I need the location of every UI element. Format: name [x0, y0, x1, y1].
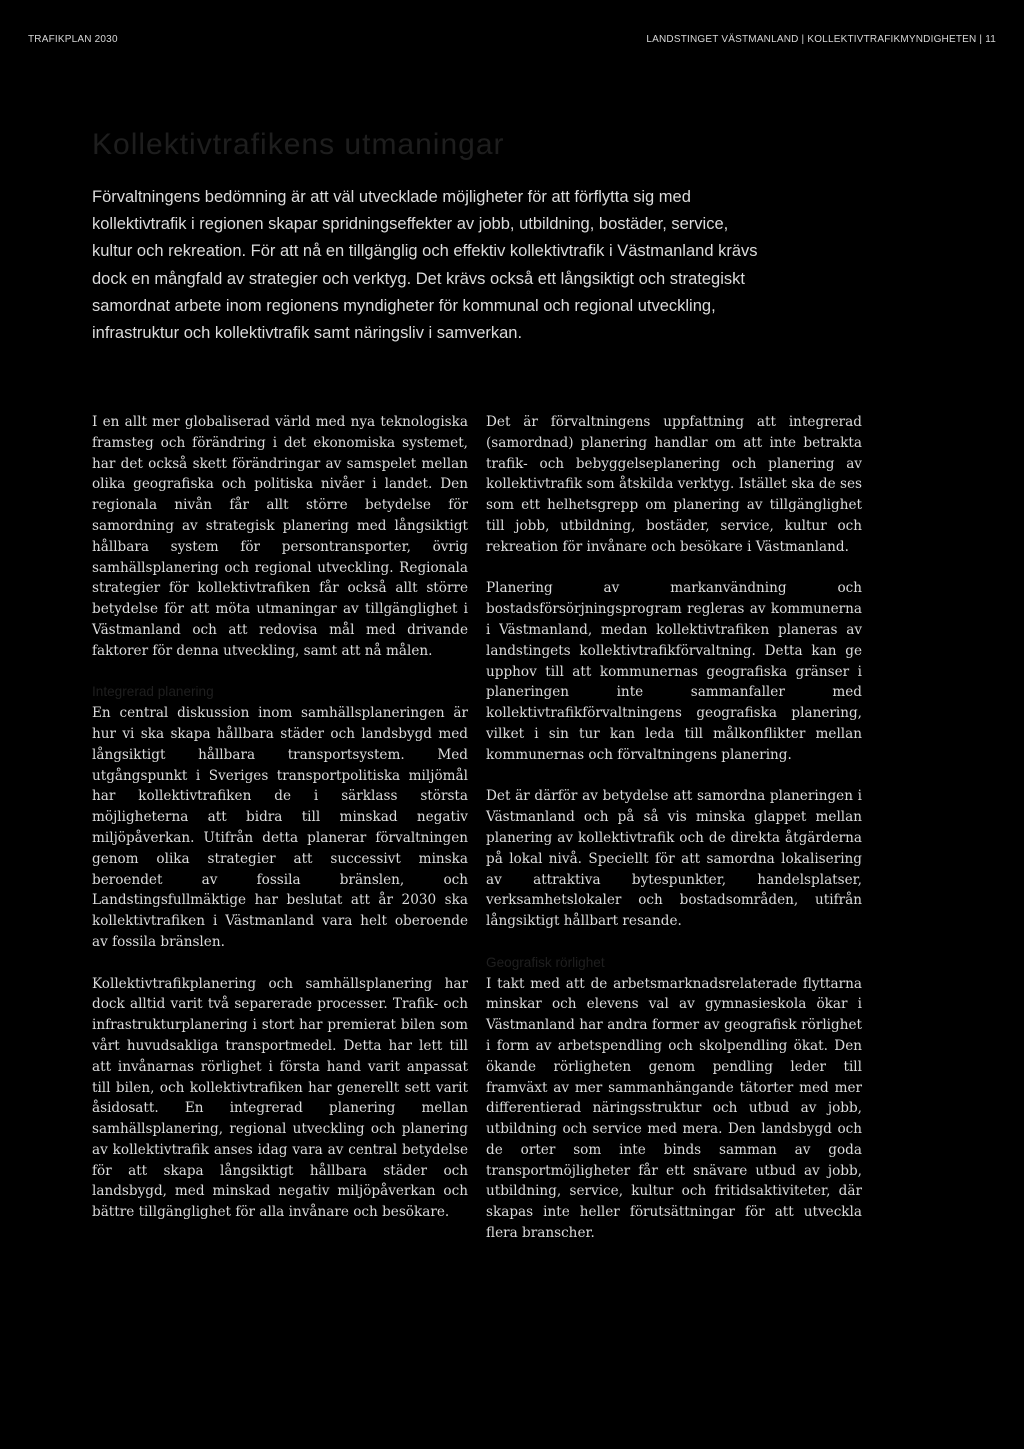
subheading-geographic-mobility: Geografisk rörlighet [486, 954, 605, 970]
left-paragraph-1: I en allt mer globaliserad värld med nya teknologiska framsteg och förändring i det ekonomiska systemet, har det också skett förändringar av samspelet mellan olika geografiska och politiska nivåer i landet. Den regionala nivån får allt större betydelse för samordning av strategisk planering med långsiktigt hållbara system för persontransporter, övrig samhällsplanering och regional utveckling. Regionala strategier för kollektivtrafiken får också allt större betydelse för att möta utmaningar av tillgänglighet i Västmanland och att redovisa mål med drivande faktorer för denna utveckling, samt att nå målen. [92, 414, 468, 659]
right-paragraph-4: I takt med att de arbetsmarknadsrelaterade flyttarna minskar och elevens val av gymnasieskola ökar i Västmanland har andra former av geografisk rörlighet i form av arbetspendling och skolpendling ökat. Den ökande rörligheten genom pendling leder till framväxt av mer sammanhängande tätorter med mer differentierad näringsstruktur och utbud av jobb, utbildning och service med mera. Den landsbygd och de orter som inte binds samman av goda transportmöjligheter får ett snävare utbud av jobb, utbildning, service, kultur och fritidsaktiviteter, där skapas inte heller förutsättningar för att utveckla flera branscher. [486, 975, 862, 1242]
right-paragraph-3: Det är därför av betydelse att samordna planeringen i Västmanland och på så vis minska glappet mellan planering av kollektivtrafik och de direkta åtgärderna på lokal nivå. Speciellt för att samordna lokalisering av attraktiva bytespunkter, handelsplatser, verksamhetslokaler och bostadsområden, utifrån långsiktigt hållbart resande. [486, 788, 862, 930]
right-paragraph-1: Det är förvaltningens uppfattning att integrerad (samordnad) planering handlar om att inte betrakta trafik- och bebyggelseplanering och planering av kollektivtrafik som åtskilda verktyg. Istället ska de ses som ett helhetsgrepp om planering av tillgänglighet till jobb, utbildning, bostäder, service, kultur och rekreation för invånare och besökare i Västmanland. [486, 414, 862, 555]
intro-paragraph: Förvaltningens bedömning är att väl utvecklade möjligheter för att förflytta sig med kollektivtrafik i regionen skapar spridningseffekter av jobb, utbildning, bostäder, service, kultur och rekreation. För att nå en tillgänglig och effektiv kollektivtrafik i Västmanland krävs dock en mångfald av strategier och verktyg. Det krävs också ett långsiktigt och strategiskt samordnat arbete inom regionens myndigheter för kommunal och regional utveckling, infrastruktur och kollektivtrafik samt näringsliv i samverkan. [92, 188, 758, 343]
right-paragraph-2: Planering av markanvändning och bostadsförsörjningsprogram regleras av kommunerna i Västmanland, medan kollektivtrafiken planeras av landstingets kollektivtrafikförvaltning. Detta kan ge upphov till att kommunernas geografiska gränser i planeringen inte sammanfaller med kollektivtrafikförvaltningens geografiska planering, vilket i sin tur kan leda till målkonflikter mellan kommunernas och förvaltningens planering. [486, 580, 862, 763]
header-right: LANDSTINGET VÄSTMANLAND | KOLLEKTIVTRAFIKMYNDIGHETEN | 11 [646, 34, 996, 45]
left-paragraph-3: Kollektivtrafikplanering och samhällsplanering har dock alltid varit två separerade processer. Trafik- och infrastrukturplanering i stort har premierat bilen som vårt huvudsakliga transportmedel. Detta har lett till att invånarnas rörlighet i första hand varit anpassat till bilen, och kollektivtrafiken har generellt sett varit åsidosatt. En integrerad planering mellan samhällsplanering, regional utveckling och planering av kollektivtrafik anses idag vara av central betydelse för att skapa långsiktigt hållbara städer och landsbygd, med minskad negativ miljöpåverkan och bättre tillgänglighet för alla invånare och besökare. [92, 975, 468, 1221]
right-column [486, 412, 862, 1265]
header-left: TRAFIKPLAN 2030 [28, 34, 118, 45]
left-column [92, 412, 468, 1244]
subheading-integrated-planning: Integrerad planering [92, 684, 214, 700]
left-paragraph-2: En central diskussion inom samhällsplaneringen är hur vi ska skapa hållbara städer och landsbygd med långsiktigt hållbara transportsystem. Med utgångspunkt i Sveriges transportpolitiska miljömål har kollektivtrafiken de i särklass största möjligheterna att bidra till minskad negativ miljöpåverkan. Utifrån detta planerar förvaltningen genom olika strategier att successivt minska beroendet av fossila bränslen, och Landstingsfullmäktige har beslutat att år 2030 ska kollektivtrafiken i Västmanland vara helt oberoende av fossila bränslen. [92, 705, 468, 950]
page-header [28, 34, 996, 45]
page-heading: Kollektivtrafikens utmaningar [92, 128, 505, 161]
